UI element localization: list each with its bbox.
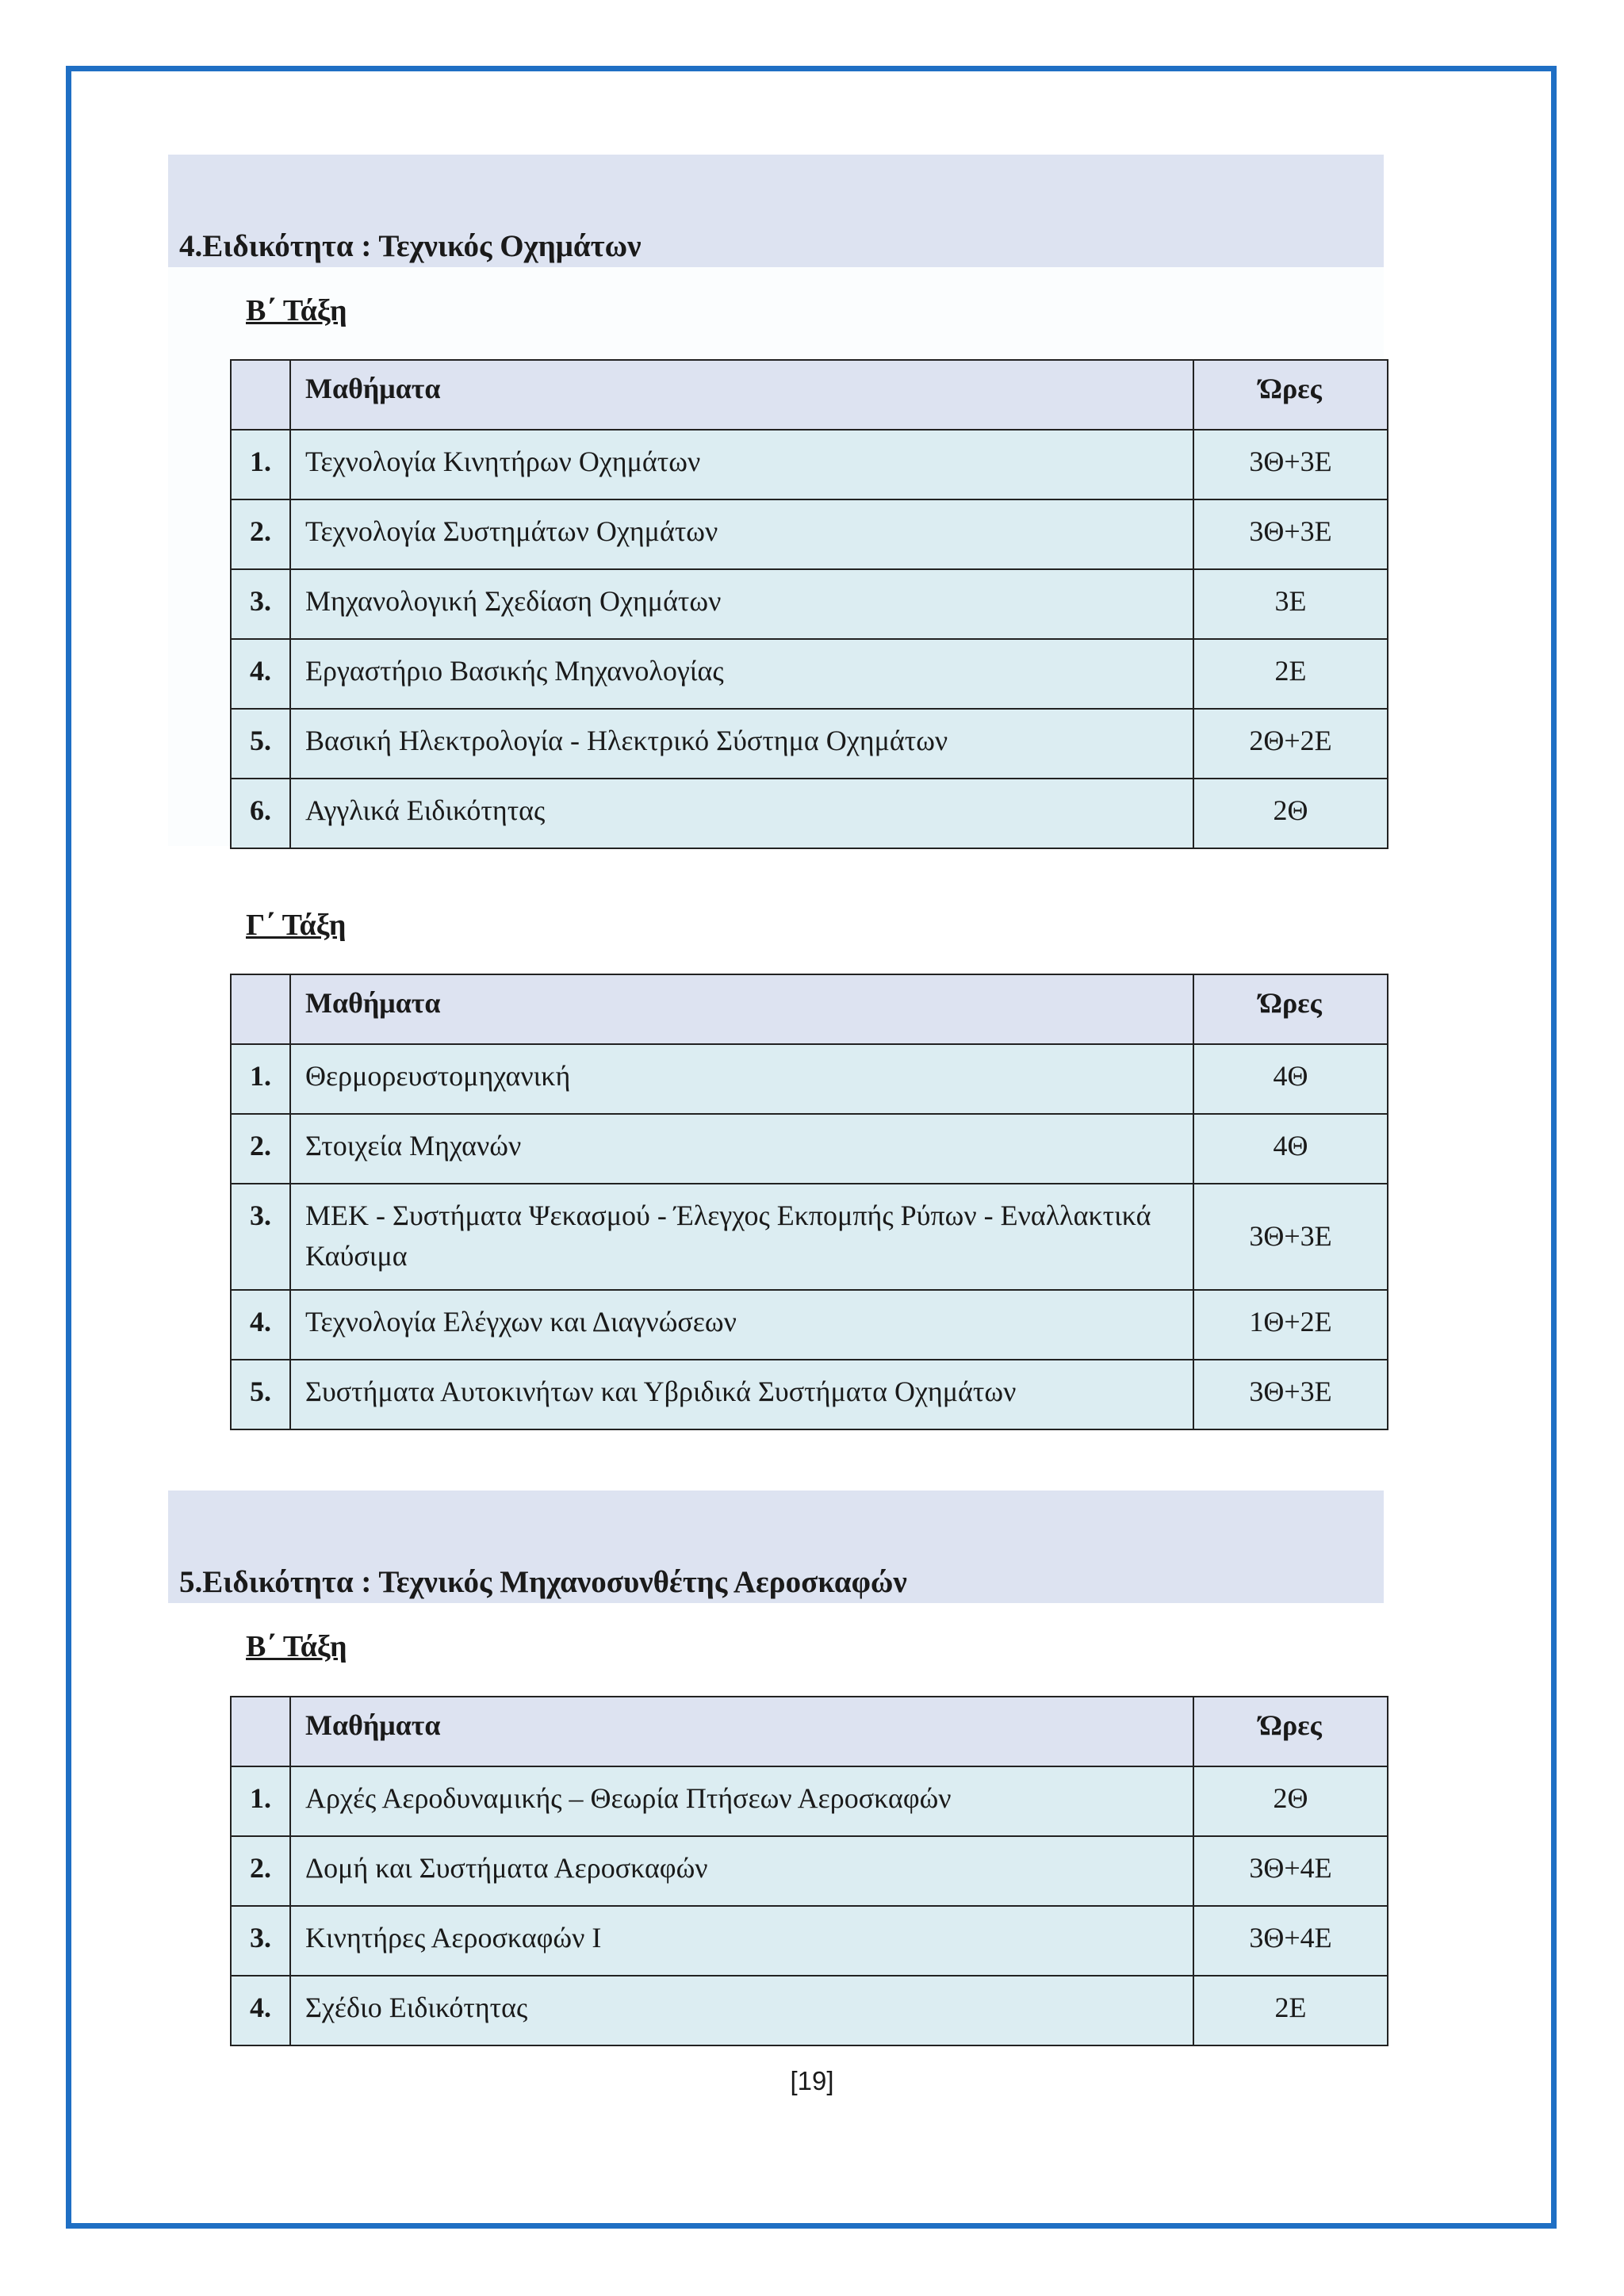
table-header-row: [231, 974, 1388, 1044]
row-number: 4.: [231, 1976, 290, 2045]
row-subject: Εργαστήριο Βασικής Μηχανολογίας: [290, 639, 1193, 709]
header-hours: Ώρες: [1193, 974, 1388, 1044]
table-row: [231, 639, 1388, 709]
table-row: [231, 1766, 1388, 1836]
row-hours: 2Θ: [1193, 779, 1388, 848]
table-row: [231, 1836, 1388, 1906]
row-hours: 2Θ+2Ε: [1193, 709, 1388, 779]
row-subject: Θερμορευστομηχανική: [290, 1044, 1193, 1114]
table-row: [231, 499, 1388, 569]
row-hours: 2Ε: [1193, 1976, 1388, 2045]
section-title: 5.Ειδικότητα : Τεχνικός Μηχανοσυνθέτης Αεροσκαφών: [179, 1565, 907, 1599]
header-num-cell: [231, 1697, 290, 1766]
row-subject: Μηχανολογική Σχεδίαση Οχημάτων: [290, 569, 1193, 639]
row-hours: 3Θ+3Ε: [1193, 430, 1388, 499]
section-header-band: [168, 1490, 1384, 1603]
row-hours: 1Θ+2Ε: [1193, 1290, 1388, 1360]
table-row: [231, 1184, 1388, 1290]
row-subject: Τεχνολογία Ελέγχων και Διαγνώσεων: [290, 1290, 1193, 1360]
row-number: 1.: [231, 430, 290, 499]
row-subject: Δομή και Συστήματα Αεροσκαφών: [290, 1836, 1193, 1906]
subjects-table-5b: [230, 1696, 1388, 2046]
row-number: 3.: [231, 1906, 290, 1976]
class-heading-b: Β΄ Τάξη: [246, 1630, 347, 1663]
row-hours: 3Θ+3Ε: [1193, 499, 1388, 569]
class-heading-c: Γ΄ Τάξη: [246, 909, 347, 942]
row-subject: Τεχνολογία Κινητήρων Οχημάτων: [290, 430, 1193, 499]
table-row: [231, 1976, 1388, 2045]
row-hours: 3Θ+3Ε: [1193, 1184, 1388, 1290]
row-hours: 2Θ: [1193, 1766, 1388, 1836]
table-row: [231, 1906, 1388, 1976]
header-subjects: Μαθήματα: [290, 360, 1193, 430]
class-heading-b: Β΄ Τάξη: [246, 294, 347, 327]
header-num-cell: [231, 974, 290, 1044]
row-number: 2.: [231, 499, 290, 569]
table-row: [231, 1290, 1388, 1360]
header-hours: Ώρες: [1193, 1697, 1388, 1766]
header-subjects: Μαθήματα: [290, 974, 1193, 1044]
row-hours: 3Θ+4Ε: [1193, 1906, 1388, 1976]
header-num-cell: [231, 360, 290, 430]
row-number: 4.: [231, 1290, 290, 1360]
row-subject: Τεχνολογία Συστημάτων Οχημάτων: [290, 499, 1193, 569]
row-number: 5.: [231, 709, 290, 779]
table-row: [231, 430, 1388, 499]
row-subject: Συστήματα Αυτοκινήτων και Υβριδικά Συστήματα Οχημάτων: [290, 1360, 1193, 1429]
row-number: 3.: [231, 569, 290, 639]
table-row: [231, 709, 1388, 779]
table-row: [231, 1360, 1388, 1429]
row-hours: 4Θ: [1193, 1114, 1388, 1184]
row-subject: Βασική Ηλεκτρολογία - Ηλεκτρικό Σύστημα Οχημάτων: [290, 709, 1193, 779]
subjects-table-4c: [230, 974, 1388, 1430]
row-subject: Κινητήρες Αεροσκαφών Ι: [290, 1906, 1193, 1976]
section-title: 4.Ειδικότητα : Τεχνικός Οχημάτων: [179, 229, 642, 263]
subjects-table-4b: [230, 359, 1388, 849]
table-header-row: [231, 1697, 1388, 1766]
row-number: 5.: [231, 1360, 290, 1429]
row-number: 3.: [231, 1184, 290, 1290]
row-hours: 3Θ+3Ε: [1193, 1360, 1388, 1429]
row-number: 4.: [231, 639, 290, 709]
row-number: 2.: [231, 1836, 290, 1906]
row-subject: Αρχές Αεροδυναμικής – Θεωρία Πτήσεων Αεροσκαφών: [290, 1766, 1193, 1836]
row-subject: ΜΕΚ - Συστήματα Ψεκασμού - Έλεγχος Εκπομπής Ρύπων - Εναλλακτικά Καύσιμα: [290, 1184, 1193, 1290]
row-subject: Σχέδιο Ειδικότητας: [290, 1976, 1193, 2045]
header-hours: Ώρες: [1193, 360, 1388, 430]
row-subject: Αγγλικά Ειδικότητας: [290, 779, 1193, 848]
table-row: [231, 1044, 1388, 1114]
row-subject: Στοιχεία Μηχανών: [290, 1114, 1193, 1184]
row-number: 2.: [231, 1114, 290, 1184]
row-hours: 4Θ: [1193, 1044, 1388, 1114]
table-header-row: [231, 360, 1388, 430]
row-number: 1.: [231, 1766, 290, 1836]
row-hours: 3Θ+4Ε: [1193, 1836, 1388, 1906]
table-row: [231, 569, 1388, 639]
page-number: [19]: [790, 2066, 834, 2095]
row-hours: 3Ε: [1193, 569, 1388, 639]
row-number: 6.: [231, 779, 290, 848]
section-header-band: [168, 155, 1384, 267]
table-row: [231, 779, 1388, 848]
table-row: [231, 1114, 1388, 1184]
header-subjects: Μαθήματα: [290, 1697, 1193, 1766]
row-number: 1.: [231, 1044, 290, 1114]
row-hours: 2Ε: [1193, 639, 1388, 709]
